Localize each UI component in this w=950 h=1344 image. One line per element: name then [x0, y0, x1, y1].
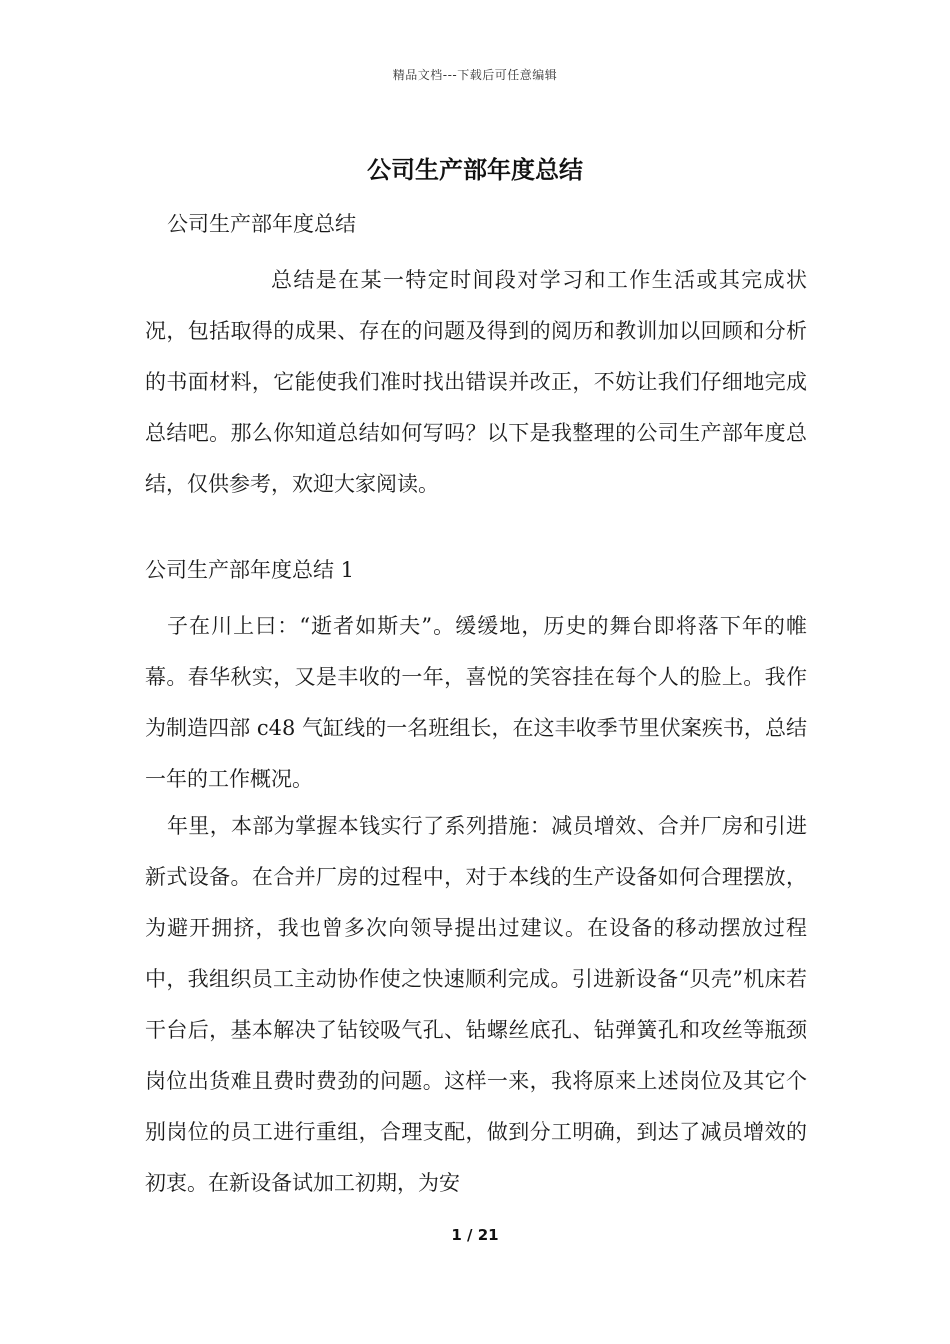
section-heading: 公司生产部年度总结 1 — [145, 558, 355, 582]
paragraph: 年里，本部为掌握本钱实行了系列措施：减员增效、合并厂房和引进新式设备。在合并厂房的过程中，对于本线的生产设备如何合理摆放，为避开拥挤，我也曾多次向领导提出过建议。在设备的移动摆放过程中，我组织员工主动协作使之快速顺利完成。引进新设备“贝壳”机床若干台后，基本解决了钻铰吸气孔、钻螺丝底孔、钻弹簧孔和攻丝等瓶颈岗位出货难且费时费劲的问题。这样一来，我将原来上述岗位及其它个别岗位的员工进行重组，合理支配，做到分工明确，到达了减员增效的初衷。在新设备试加工初期，为安 — [145, 814, 807, 1195]
intro-paragraph: 总结是在某一特定时间段对学习和工作生活或其完成状况，包括取得的成果、存在的问题及得到的阅历和教训加以回顾和分析的书面材料，它能使我们准时找出错误并改正，不妨让我们仔细地完成总结吧。那么你知道总结如何写吗？以下是我整理的公司生产部年度总结，仅供参考，欢迎大家阅读。 — [145, 268, 807, 496]
paragraph: 子在川上曰：“逝者如斯夫”。缓缓地，历史的舞台即将落下年的帷幕。春华秋实，又是丰收的一年，喜悦的笑容挂在每个人的脸上。我作为制造四部 c48 气缸线的一名班组长，在这丰收季节里伏案疾书，总结一年的工作概况。 — [145, 614, 807, 791]
page-number: 1 / 21 — [451, 1226, 499, 1244]
header-note: 精品文档---下载后可任意编辑 — [392, 68, 558, 82]
document-subtitle: 公司生产部年度总结 — [167, 212, 356, 236]
document-title: 公司生产部年度总结 — [367, 155, 583, 184]
